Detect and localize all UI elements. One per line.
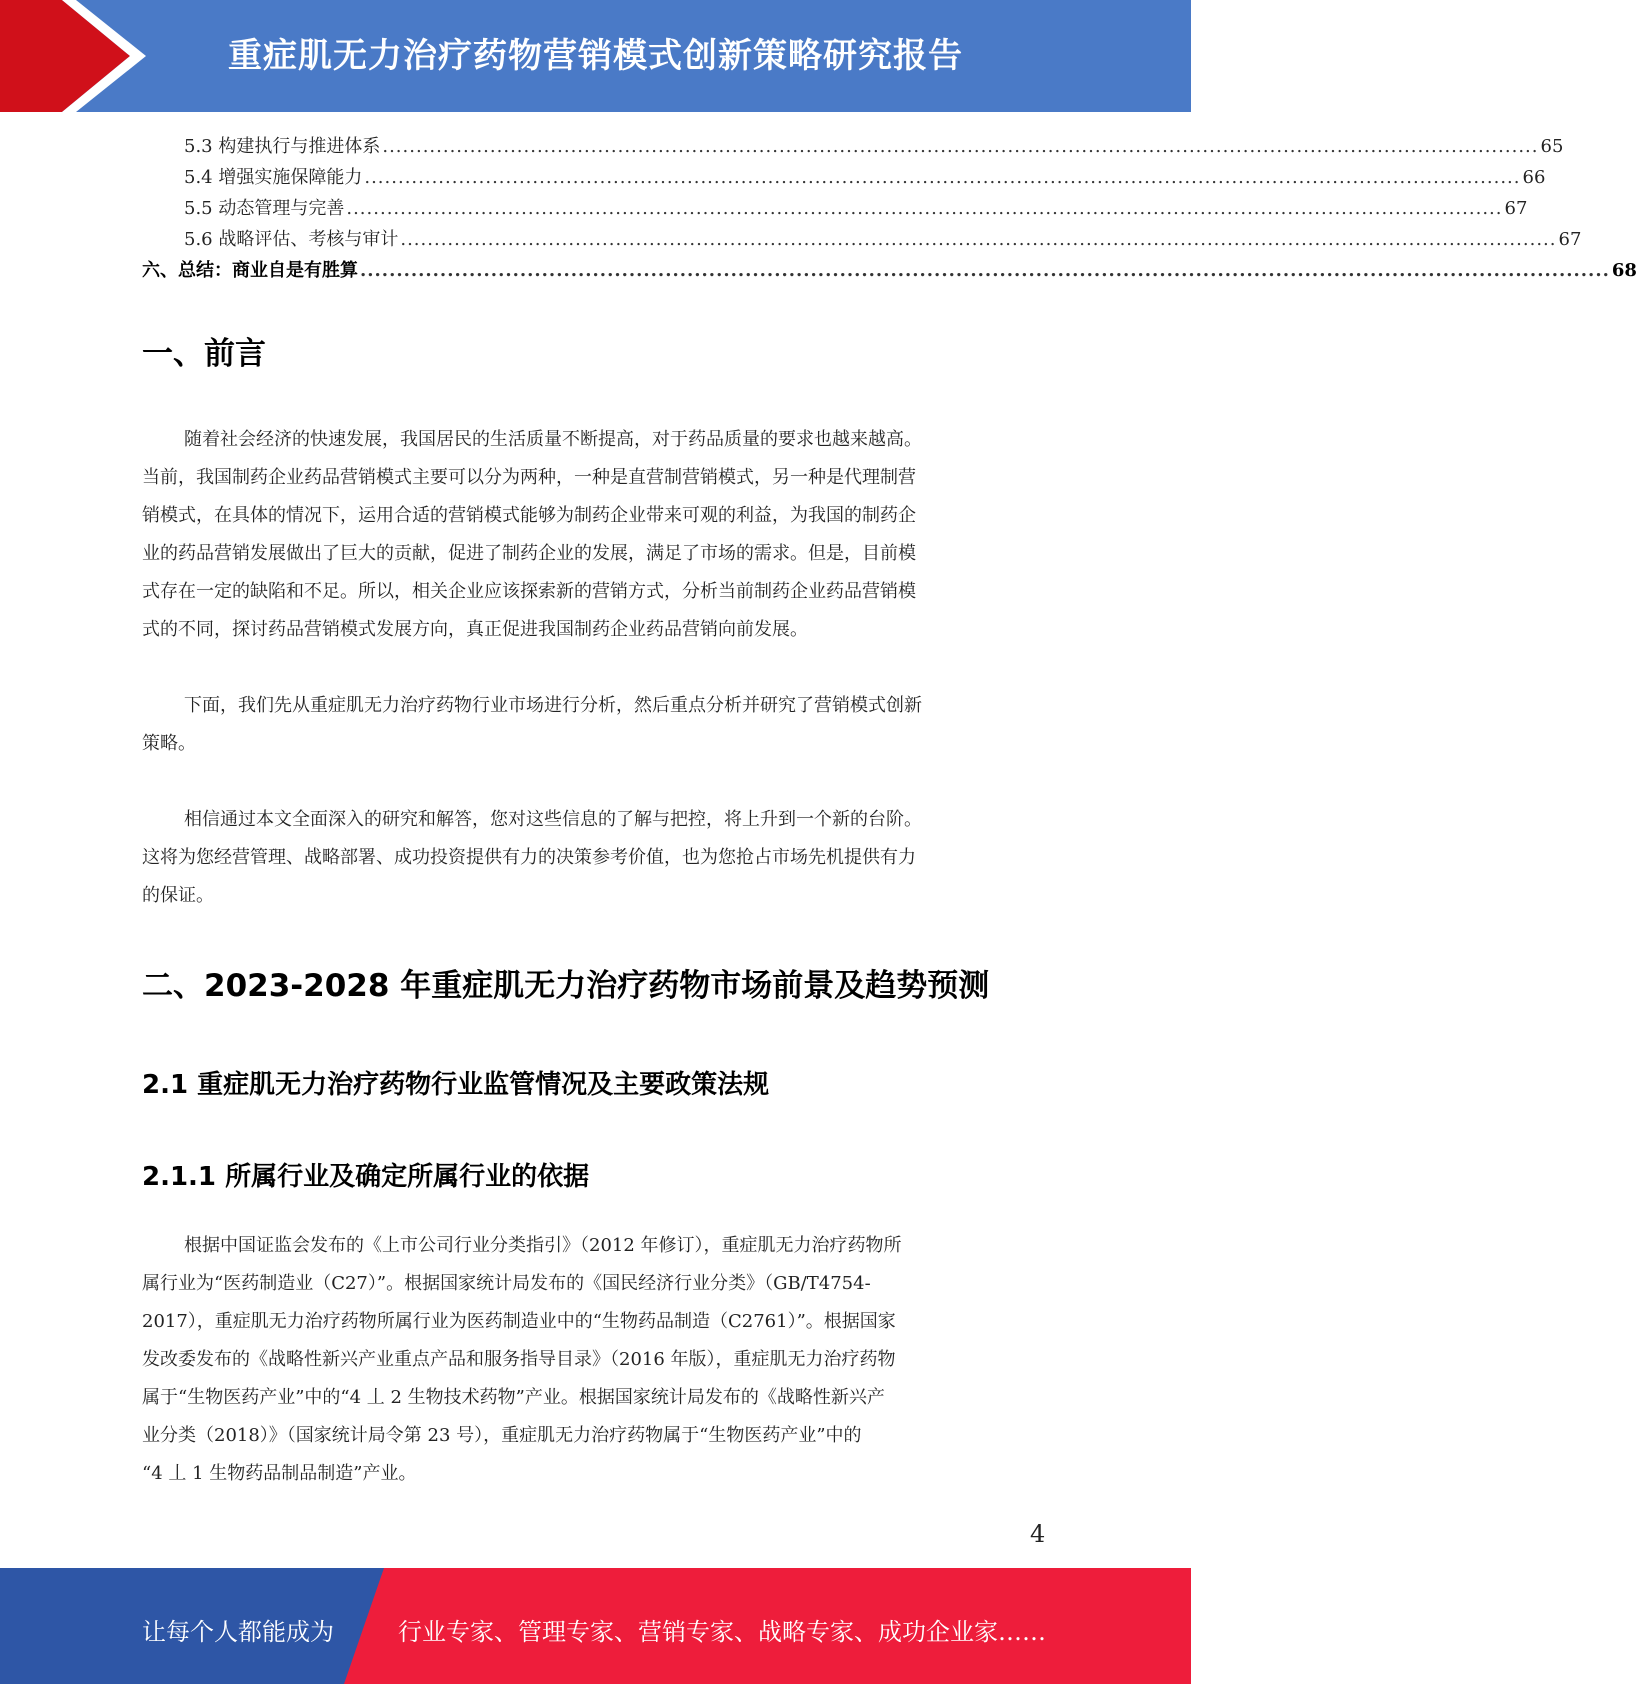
- toc-entry-page: 67: [1558, 229, 1582, 250]
- preface-paragraph: [142, 801, 1048, 915]
- toc-leader-dots: ............................................................................................................................................................................: [364, 167, 1521, 188]
- toc-leader-dots: ............................................................................................................................................................................: [346, 198, 1503, 219]
- paragraph-line: 根据中国证监会发布的《上市公司行业分类指引》（2012 年修订），重症肌无力治疗药物所: [184, 1235, 902, 1256]
- toc-leader-dots: ............................................................................................................................................................................: [360, 260, 1610, 281]
- paragraph-line: 式的不同，探讨药品营销模式发展方向，真正促进我国制药企业药品营销向前发展。: [142, 619, 808, 640]
- paragraph-line: 当前，我国制药企业药品营销模式主要可以分为两种，一种是直营制营销模式，另一种是代理制营: [142, 467, 916, 488]
- section-heading-forecast: 二、2023-2028 年重症肌无力治疗药物市场前景及趋势预测: [142, 968, 990, 1004]
- toc-entry-label: 5.4 增强实施保障能力: [184, 167, 363, 188]
- toc-entry-page: 66: [1522, 167, 1546, 188]
- toc-entry-page: 67: [1504, 198, 1528, 219]
- industry-classification-paragraph: [142, 1227, 1048, 1493]
- toc-entry-label: 5.3 构建执行与推进体系: [184, 136, 381, 157]
- paragraph-line: 2017），重症肌无力治疗药物所属行业为医药制造业中的“生物药品制造（C2761）”。根据国家: [142, 1311, 896, 1332]
- toc-entry[interactable]: [142, 194, 1528, 225]
- toc-leader-dots: ............................................................................................................................................................................: [400, 229, 1557, 250]
- preface-paragraph: [142, 421, 1048, 649]
- paragraph-line: 发改委发布的《战略性新兴产业重点产品和服务指导目录》（2016 年版），重症肌无力治疗药物: [142, 1349, 896, 1370]
- toc-leader-dots: ............................................................................................................................................................................: [382, 136, 1539, 157]
- header-banner: [0, 0, 1191, 112]
- toc-entry-label: 5.5 动态管理与完善: [184, 198, 345, 219]
- paragraph-line: 属于“生物医药产业”中的“4 丄 2 生物技术药物”产业。根据国家统计局发布的《战略性新兴产: [142, 1387, 885, 1408]
- toc-entry[interactable]: [142, 132, 1564, 163]
- paragraph-line: 属行业为“医药制造业（C27）”。根据国家统计局发布的《国民经济行业分类》（GB/T4754-: [142, 1273, 871, 1294]
- toc-entry-page: 68: [1611, 260, 1637, 281]
- toc-entry-label: 六、总结：商业自是有胜算: [142, 260, 358, 281]
- paragraph-line: 下面，我们先从重症肌无力治疗药物行业市场进行分析，然后重点分析并研究了营销模式创新: [184, 695, 922, 716]
- report-title: 重症肌无力治疗药物营销模式创新策略研究报告: [228, 36, 963, 76]
- paragraph-line: 策略。: [142, 733, 196, 754]
- paragraph-line: 随着社会经济的快速发展，我国居民的生活质量不断提高，对于药品质量的要求也越来越高。: [184, 429, 922, 450]
- chevron-decoration-icon: [0, 0, 160, 112]
- subsection-heading: 2.1 重症肌无力治疗药物行业监管情况及主要政策法规: [142, 1070, 770, 1100]
- page-number: 4: [1030, 1520, 1046, 1548]
- section-heading-preface: 一、前言: [142, 336, 266, 372]
- paragraph-line: 业的药品营销发展做出了巨大的贡献，促进了制药企业的发展，满足了市场的需求。但是，目前模: [142, 543, 916, 564]
- toc-entry[interactable]: [142, 256, 1637, 287]
- paragraph-line: 销模式，在具体的情况下，运用合适的营销模式能够为制药企业带来可观的利益，为我国的制药企: [142, 505, 916, 526]
- paragraph-line: “4 丄 1 生物药品制品制造”产业。: [142, 1463, 417, 1484]
- toc-entry-page: 65: [1540, 136, 1564, 157]
- table-of-contents: [142, 132, 1637, 287]
- paragraph-line: 的保证。: [142, 885, 214, 906]
- toc-entry[interactable]: [142, 225, 1582, 256]
- paragraph-line: 业分类（2018）》（国家统计局令第 23 号），重症肌无力治疗药物属于“生物医药产业”中的: [142, 1425, 862, 1446]
- toc-entry[interactable]: [142, 163, 1546, 194]
- paragraph-line: 这将为您经营管理、战略部署、成功投资提供有力的决策参考价值，也为您抢占市场先机提供有力: [142, 847, 916, 868]
- paragraph-line: 式存在一定的缺陷和不足。所以，相关企业应该探索新的营销方式，分析当前制药企业药品营销模: [142, 581, 916, 602]
- preface-paragraph: [142, 687, 1048, 763]
- subsubsection-heading: 2.1.1 所属行业及确定所属行业的依据: [142, 1162, 590, 1192]
- footer-slogan-left: 让每个人都能成为: [142, 1618, 334, 1646]
- footer-banner: [0, 1568, 1191, 1684]
- footer-slogan-right: 行业专家、管理专家、营销专家、战略专家、成功企业家……: [398, 1618, 1046, 1646]
- paragraph-line: 相信通过本文全面深入的研究和解答，您对这些信息的了解与把控，将上升到一个新的台阶。: [184, 809, 922, 830]
- toc-entry-label: 5.6 战略评估、考核与审计: [184, 229, 399, 250]
